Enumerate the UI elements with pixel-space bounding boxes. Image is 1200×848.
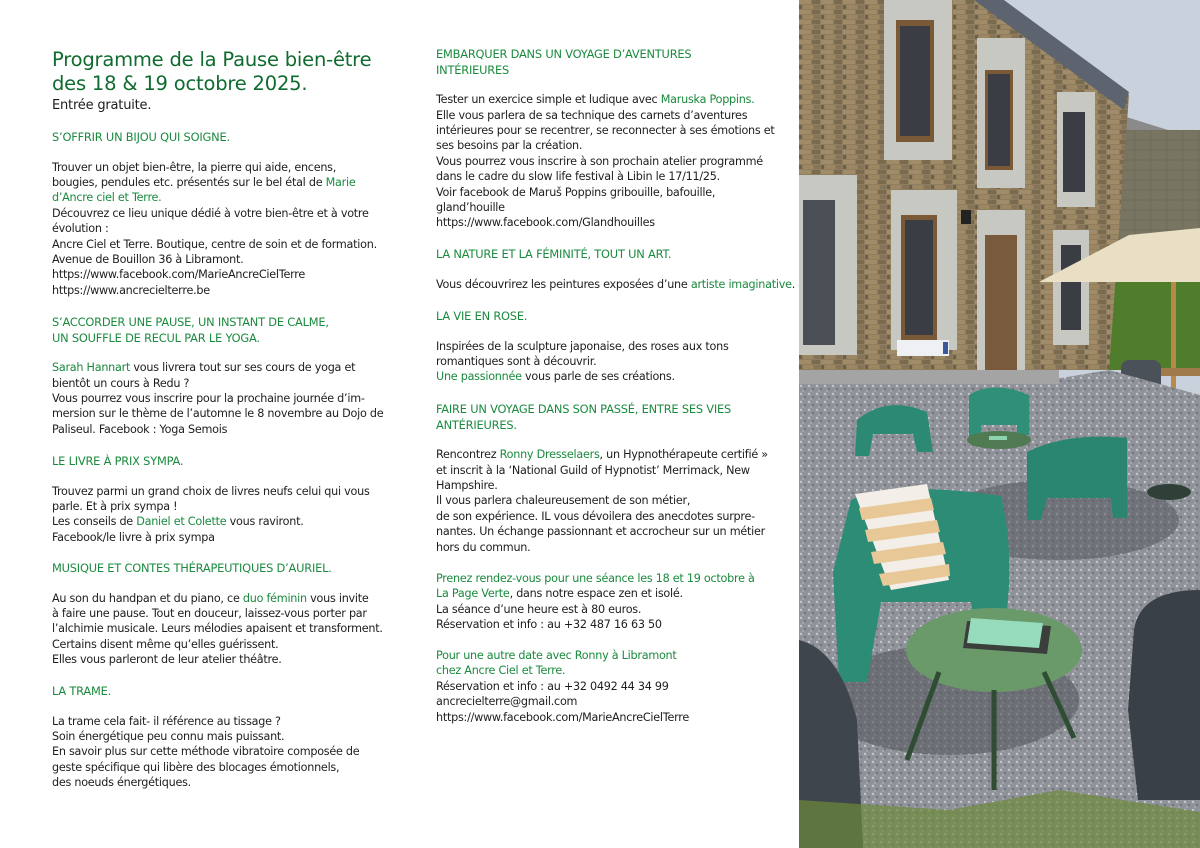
text-line: Certains disent même qu’elles guérissent. bbox=[52, 637, 279, 651]
text-line: gland’houille bbox=[436, 201, 505, 215]
text-line: Découvrez ce lieu unique dédié à votre bien-être et à votre bbox=[52, 206, 369, 220]
section-livre bbox=[52, 454, 402, 545]
link-une-passionnee[interactable]: Une passionnée bbox=[436, 370, 522, 384]
section-trame bbox=[52, 684, 402, 791]
menu-card bbox=[989, 436, 1007, 440]
text-line: nantes. Un échange passionnant et accrocheur sur un métier bbox=[436, 525, 765, 539]
facebook-logo-icon bbox=[943, 342, 948, 354]
section-heading: LE LIVRE À PRIX SYMPA. bbox=[52, 454, 184, 468]
section-heading: FAIRE UN VOYAGE DANS SON PASSÉ, ENTRE SES VIES bbox=[436, 402, 732, 416]
text-line: Elles vous parleront de leur atelier théâtre. bbox=[52, 653, 282, 667]
phone-reservation[interactable]: Réservation et info : au +32 0492 44 34 99 bbox=[436, 679, 669, 693]
text-line: mersion sur le thème de l’automne le 8 novembre au Dojo de bbox=[52, 407, 384, 421]
text-line: Sarah Hannart vous livrera tout sur ses cours de yoga et bbox=[52, 361, 356, 375]
text-line: Paliseul. Facebook : Yoga Semois bbox=[52, 422, 228, 436]
text-line: Trouvez parmi un grand choix de livres neufs celui qui vous bbox=[52, 484, 370, 498]
link-la-page-verte[interactable]: La Page Verte bbox=[436, 587, 510, 601]
link-ronny-dresselaers[interactable]: Ronny Dresselaers bbox=[499, 448, 600, 462]
link-marie[interactable]: Marie bbox=[325, 176, 356, 189]
wall-lamp bbox=[961, 210, 971, 224]
text-line: parle. Et à prix sympa ! bbox=[52, 500, 178, 513]
section-heading: ANTÉRIEURES. bbox=[436, 417, 517, 432]
text-line: Vous pourrez vous inscrire pour la prochaine journée d’im- bbox=[52, 392, 365, 405]
text-line: et inscrit à la ‘National Guild of Hypnotist’ Merrimack, New bbox=[436, 463, 750, 477]
section-aventures bbox=[436, 47, 786, 231]
text-line: Rencontrez Ronny Dresselaers, un Hypnothérapeute certifié » bbox=[436, 448, 768, 462]
section-nature-feminite bbox=[436, 247, 796, 292]
url-facebook-marie[interactable]: https://www.facebook.com/MarieAncreCielTerre bbox=[52, 268, 305, 282]
text-line: La trame cela fait- il référence au tissage ? bbox=[52, 714, 281, 728]
text-line: des noeuds énergétiques. bbox=[52, 776, 191, 790]
section-heading: INTÉRIEURES bbox=[436, 62, 509, 77]
section-heading: EMBARQUER DANS UN VOYAGE D’AVENTURES bbox=[436, 47, 692, 61]
garden-photo-illustration bbox=[799, 0, 1200, 848]
window-glass bbox=[1063, 112, 1085, 192]
text-line: Les conseils de Daniel et Colette vous raviront. bbox=[52, 515, 304, 529]
menu-card bbox=[967, 618, 1043, 648]
section-yoga bbox=[52, 315, 402, 437]
section-heading: S’ACCORDER UNE PAUSE, UN INSTANT DE CALME, bbox=[52, 315, 329, 329]
window-glass bbox=[803, 200, 835, 345]
section-autre-date bbox=[436, 648, 786, 725]
section-vies-anterieures bbox=[436, 402, 786, 555]
phone-reservation[interactable]: Réservation et info : au +32 487 16 63 50 bbox=[436, 618, 662, 632]
section-rendez-vous bbox=[436, 571, 786, 633]
section-bijou bbox=[52, 130, 402, 298]
door bbox=[985, 235, 1017, 375]
text-line: romantiques sont à découvrir. bbox=[436, 355, 597, 368]
text-line: ses besoins par la création. bbox=[436, 139, 583, 153]
section-heading: LA TRAME. bbox=[52, 684, 112, 698]
window-glass bbox=[1061, 245, 1081, 330]
link-daniel-colette[interactable]: Daniel et Colette bbox=[136, 515, 227, 529]
section-heading: UN SOUFFLE DE RECUL PAR LE YOGA. bbox=[52, 330, 260, 345]
url-ancrecielterre[interactable]: https://www.ancrecielterre.be bbox=[52, 283, 210, 297]
text-line: hors du commun. bbox=[436, 540, 531, 554]
page-title bbox=[52, 48, 402, 96]
section-musique bbox=[52, 561, 402, 668]
text-line: Facebook/le livre à prix sympa bbox=[52, 530, 215, 544]
text-line: Voir facebook de Maruš Poppins gribouille, bafouille, bbox=[436, 185, 716, 199]
parasol-base bbox=[1147, 484, 1191, 500]
text-line: Au son du handpan et du piano, ce duo féminin vous invite bbox=[52, 591, 369, 605]
text-line: à faire une pause. Tout en douceur, laissez-vous porter par bbox=[52, 607, 367, 620]
window-glass bbox=[905, 220, 933, 335]
text-line-green: Pour une autre date avec Ronny à Libramont bbox=[436, 649, 677, 662]
text-line: Trouver un objet bien-être, la pierre qui aide, encens, bbox=[52, 160, 337, 174]
section-heading: LA VIE EN ROSE. bbox=[436, 309, 528, 323]
title-line-2: des 18 & 19 octobre 2025. bbox=[52, 72, 308, 95]
window-glass bbox=[988, 74, 1010, 166]
text-line: l’alchimie musicale. Leurs mélodies apaisent et transforment. bbox=[52, 622, 383, 636]
dark-armchair bbox=[1128, 590, 1200, 800]
link-maruska-poppins[interactable]: Maruska Poppins. bbox=[660, 93, 755, 107]
link-sarah-hannart[interactable]: Sarah Hannart bbox=[52, 361, 131, 375]
text-line: bientôt un cours à Redu ? bbox=[52, 376, 190, 390]
text-line: évolution : bbox=[52, 222, 109, 236]
text-line: Avenue de Bouillon 36 à Libramont. bbox=[52, 253, 244, 267]
venue-photo bbox=[799, 0, 1200, 848]
text-line: dans le cadre du slow life festival à Libin le 17/11/25. bbox=[436, 170, 720, 184]
text-line: de son expérience. IL vous dévoilera des anecdotes surpre- bbox=[436, 509, 755, 523]
url-facebook-glandhouilles[interactable]: https://www.facebook.com/Glandhouilles bbox=[436, 216, 655, 230]
text-line: Tester un exercice simple et ludique avec Maruska Poppins. bbox=[436, 93, 755, 107]
text-line: Elle vous parlera de sa technique des carnets d’aventures bbox=[436, 108, 748, 122]
text-line: intérieures pour se recentrer, se reconnecter à ses émotions et bbox=[436, 124, 775, 137]
text-line: Vous pourrez vous inscrire à son prochain atelier programmé bbox=[436, 154, 763, 168]
text-line: bougies, pendules etc. présentés sur le bel étal de Marie bbox=[52, 176, 356, 189]
title-line-1: Programme de la Pause bien-être bbox=[52, 48, 372, 71]
text-line: Il vous parlera chaleureusement de son métier, bbox=[436, 494, 691, 508]
subtitle-free-entry: Entrée gratuite. bbox=[52, 98, 152, 113]
text-line: Hampshire. bbox=[436, 479, 498, 492]
link-ancre-ciel-terre[interactable]: d’Ancre ciel et Terre. bbox=[52, 191, 162, 205]
section-heading: LA NATURE ET LA FÉMINITÉ, TOUT UN ART. bbox=[436, 247, 672, 261]
text-line: La Page Verte, dans notre espace zen et isolé. bbox=[436, 587, 683, 601]
email-ancrecielterre[interactable]: ancrecielterre@gmail.com bbox=[436, 695, 578, 709]
text-line: Une passionnée vous parle de ses créations. bbox=[436, 370, 675, 384]
text-line: En savoir plus sur cette méthode vibratoire composée de bbox=[52, 745, 360, 759]
sign-livre-prix-sympa bbox=[897, 340, 949, 356]
link-artiste-imaginative[interactable]: artiste imaginative bbox=[690, 277, 792, 291]
text-line-green: Prenez rendez-vous pour une séance les 18 et 19 octobre à bbox=[436, 572, 755, 585]
window-glass bbox=[900, 26, 930, 136]
text-line: geste spécifique qui libère des blocages émotionnels, bbox=[52, 760, 340, 774]
text-line: Inspirées de la sculpture japonaise, des roses aux tons bbox=[436, 339, 729, 353]
link-duo-feminin[interactable]: duo féminin bbox=[242, 591, 307, 605]
text-line-green: chez Ancre Ciel et Terre. bbox=[436, 664, 566, 678]
url-facebook-marie[interactable]: https://www.facebook.com/MarieAncreCielTerre bbox=[436, 710, 689, 724]
section-heading: S’OFFRIR UN BIJOU QUI SOIGNE. bbox=[52, 130, 230, 144]
text-line: Ancre Ciel et Terre. Boutique, centre de soin et de formation. bbox=[52, 237, 377, 251]
steps bbox=[799, 370, 1059, 384]
text-line: Vous découvrirez les peintures exposées d’une artiste imaginative. bbox=[436, 277, 796, 291]
text-line: Soin énergétique peu connu mais puissant. bbox=[52, 730, 285, 743]
section-heading: MUSIQUE ET CONTES THÉRAPEUTIQUES D’AURIEL. bbox=[52, 561, 332, 575]
section-vie-en-rose bbox=[436, 309, 786, 385]
text-line: La séance d’une heure est à 80 euros. bbox=[436, 602, 642, 616]
